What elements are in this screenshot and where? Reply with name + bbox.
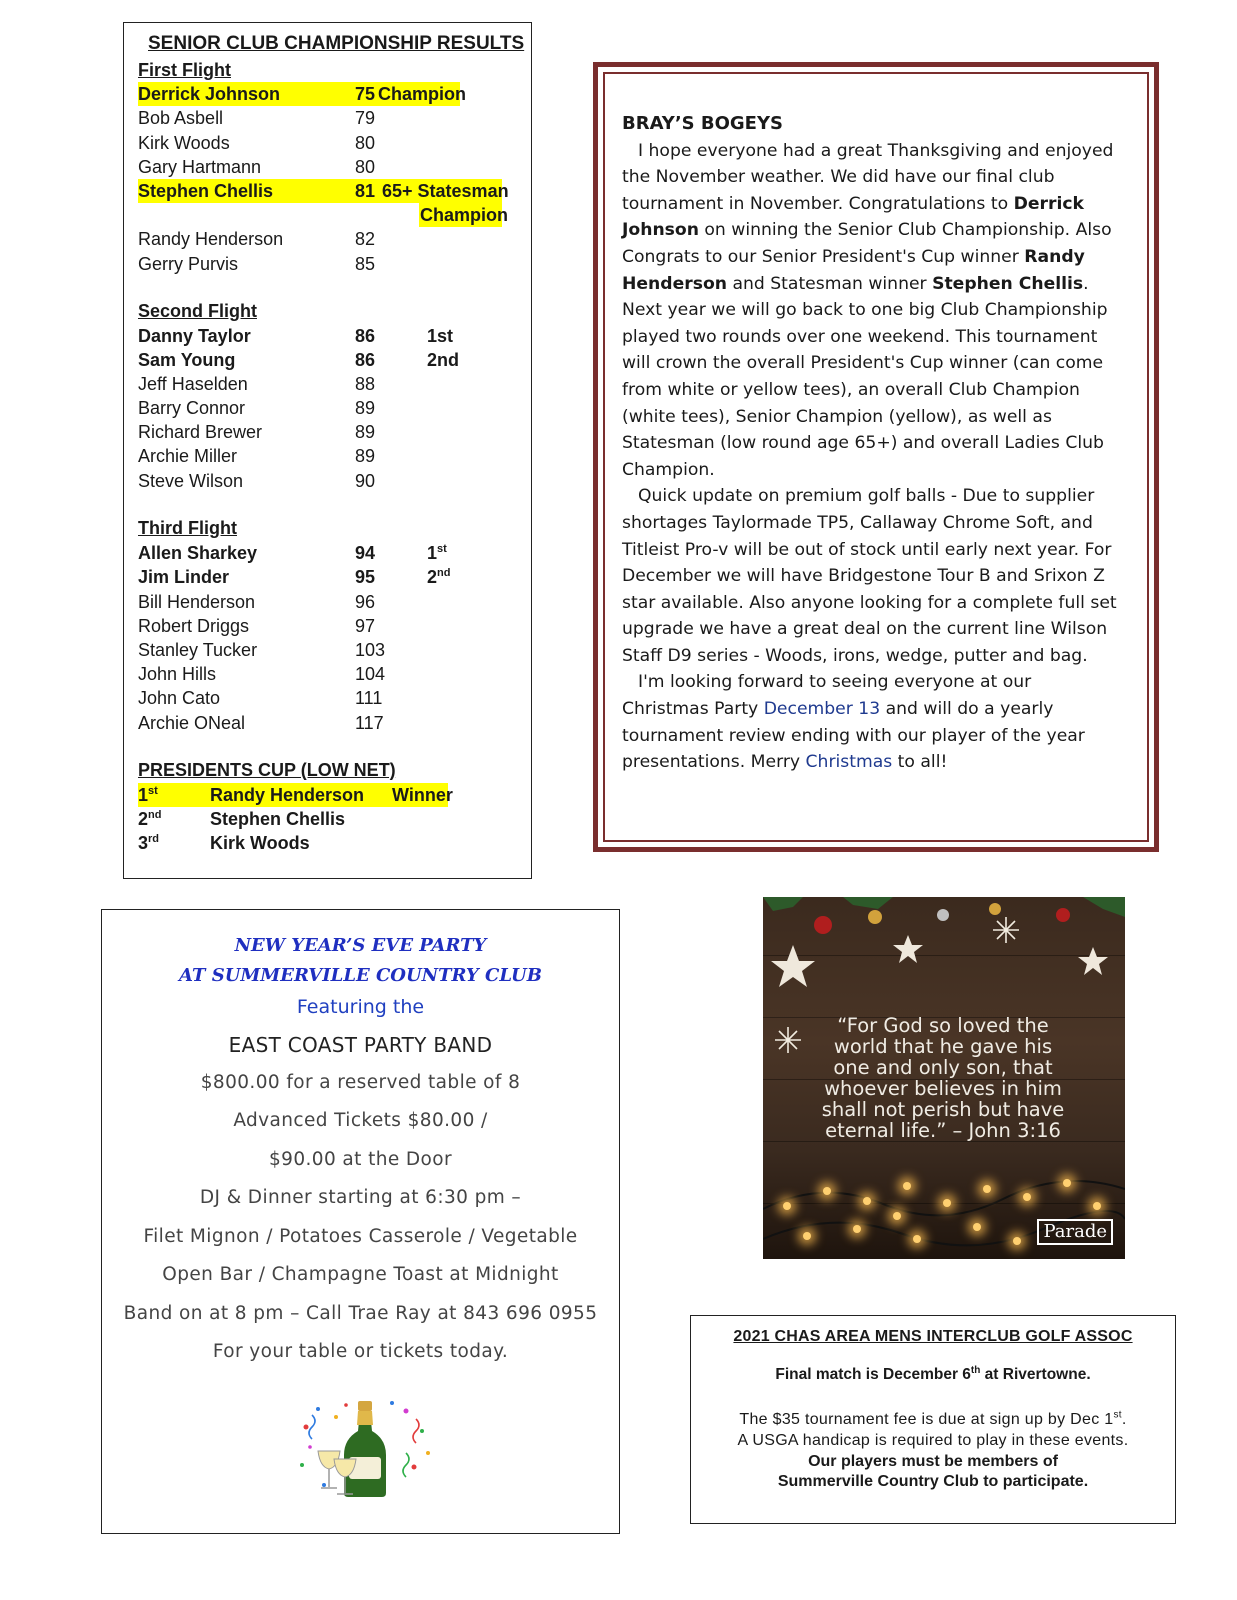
brays-bogeys-article	[622, 111, 1122, 776]
date-link[interactable]: December 13	[763, 699, 881, 720]
results-title: SENIOR CLUB CHAMPIONSHIP RESULTS	[148, 33, 525, 54]
presidents-cup-heading: PRESIDENTS CUP (LOW NET)	[138, 760, 396, 780]
champagne-celebration-icon	[294, 1397, 434, 1499]
christmas-verse-image	[763, 897, 1125, 1259]
nye-band-name: EAST COAST PARTY BAND	[228, 1033, 493, 1057]
third-flight-heading: Third Flight	[138, 518, 237, 538]
new-years-eve-box	[101, 909, 620, 1534]
brays-bogeys-box	[593, 62, 1159, 852]
brays-bogeys-title: BRAY’S BOGEYS	[622, 113, 783, 134]
bible-verse-quote: “For God so loved the world that he gave his one and only son, that whoever believes in him shall not perish but have eternal life.” – John 3:16	[821, 1014, 1065, 1142]
nye-info-line: $800.00 for a reserved table of 8	[200, 1072, 521, 1093]
nye-info-line: For your table or tickets today.	[212, 1341, 509, 1362]
championship-results-box: SENIOR CLUB CHAMPIONSHIP RESULTS First Flight Derrick Johnson 75 Champion Bob Asbell 79 Kirk Woods 80 Gary Hartmann 80 Stephen Chellis 81 65+ Statesman Champion Randy Henderson 82 Gerry Purvis 85 Second Flight Danny Taylor 86 1st Sam Young 86 2nd Jeff Haselden 88 Barry Connor 89 Richard Brewer 89 Archie Miller 89 Steve Wilson 90 Third Flight Allen Sharkey 94 1st Jim Linder 95 2nd Bill Henderson 96 Robert Driggs 97 Stanley Tucker 103 John Hills 104 John Cato 111 Archie ONeal 117 PRESIDENTS CUP (LOW NET) 1st Randy Henderson Winner 2nd Stephen Chellis 3rd Kirk Woods	[123, 22, 532, 879]
nye-title: NEW YEAR’S EVE PARTY	[234, 935, 487, 956]
membership-line: Summerville Country Club to participate.	[777, 1473, 1089, 1490]
nye-venue: AT SUMMERVILLE COUNTRY CLUB	[179, 965, 542, 986]
nye-info-line: DJ & Dinner starting at 6:30 pm –	[199, 1187, 522, 1208]
nye-featuring: Featuring the	[296, 996, 425, 1018]
nye-info-line: Open Bar / Champagne Toast at Midnight	[162, 1264, 559, 1285]
nye-info-line: Band on at 8 pm – Call Trae Ray at 843 696 0955	[123, 1303, 598, 1324]
nye-info-line: Filet Mignon / Potatoes Casserole / Vegetable	[143, 1226, 578, 1247]
christmas-link[interactable]: Christmas	[805, 752, 893, 773]
second-flight-heading: Second Flight	[138, 301, 257, 321]
ornaments-decoration	[763, 897, 1125, 1007]
nye-info-line: $90.00 at the Door	[268, 1149, 452, 1170]
handicap-line: A USGA handicap is required to play in these events.	[737, 1432, 1129, 1449]
bogeys-paragraph-1: I hope everyone had a great Thanksgiving and enjoyed the November weather. We did have our final club tournament in November. Congratulations to Derrick Johnson on winning the Senior Club Championship. Also Congrats to our Senior President's Cup winner Randy Henderson and Statesman winner Stephen Chellis. Next year we will go back to one big Club Championship played two rounds over one weekend. This tournament will crown the overall President's Cup winner (can come from white or yellow tees), an overall Club Champion (white tees), Senior Champion (yellow), as well as Statesman (low round age 65+) and overall Ladies Club Champion.	[622, 140, 1114, 480]
interclub-title: 2021 CHAS AREA MENS INTERCLUB GOLF ASSOC	[733, 1328, 1133, 1345]
parade-logo: Parade	[1037, 1219, 1113, 1245]
tournament-fee-line: The $35 tournament fee is due at sign up by Dec 1st.	[739, 1409, 1127, 1428]
membership-line: Our players must be members of	[808, 1453, 1058, 1470]
bogeys-paragraph-2: Quick update on premium golf balls - Due to supplier shortages Taylormade TP5, Callaway Chrome Soft, and Titleist Pro-v will be out of stock until early next year. For December we will have Bridgestone Tour B and Srixon Z star available. Also anyone looking for a complete full set upgrade we have a great deal on the current line Wilson Staff D9 series - Woods, irons, wedge, putter and bag.	[622, 486, 1117, 666]
bogeys-paragraph-3: I'm looking forward to seeing everyone at our Christmas Party December 13 and will do a yearly tournament review ending with our player of the year presentations. Merry Christmas to all!	[622, 672, 1085, 773]
final-match-line: Final match is December 6th at Rivertowne.	[775, 1364, 1091, 1383]
first-flight-heading: First Flight	[138, 60, 231, 80]
interclub-golf-box	[690, 1315, 1176, 1524]
nye-info-line: Advanced Tickets $80.00 /	[233, 1110, 488, 1131]
snowflake-icon	[773, 1025, 803, 1055]
